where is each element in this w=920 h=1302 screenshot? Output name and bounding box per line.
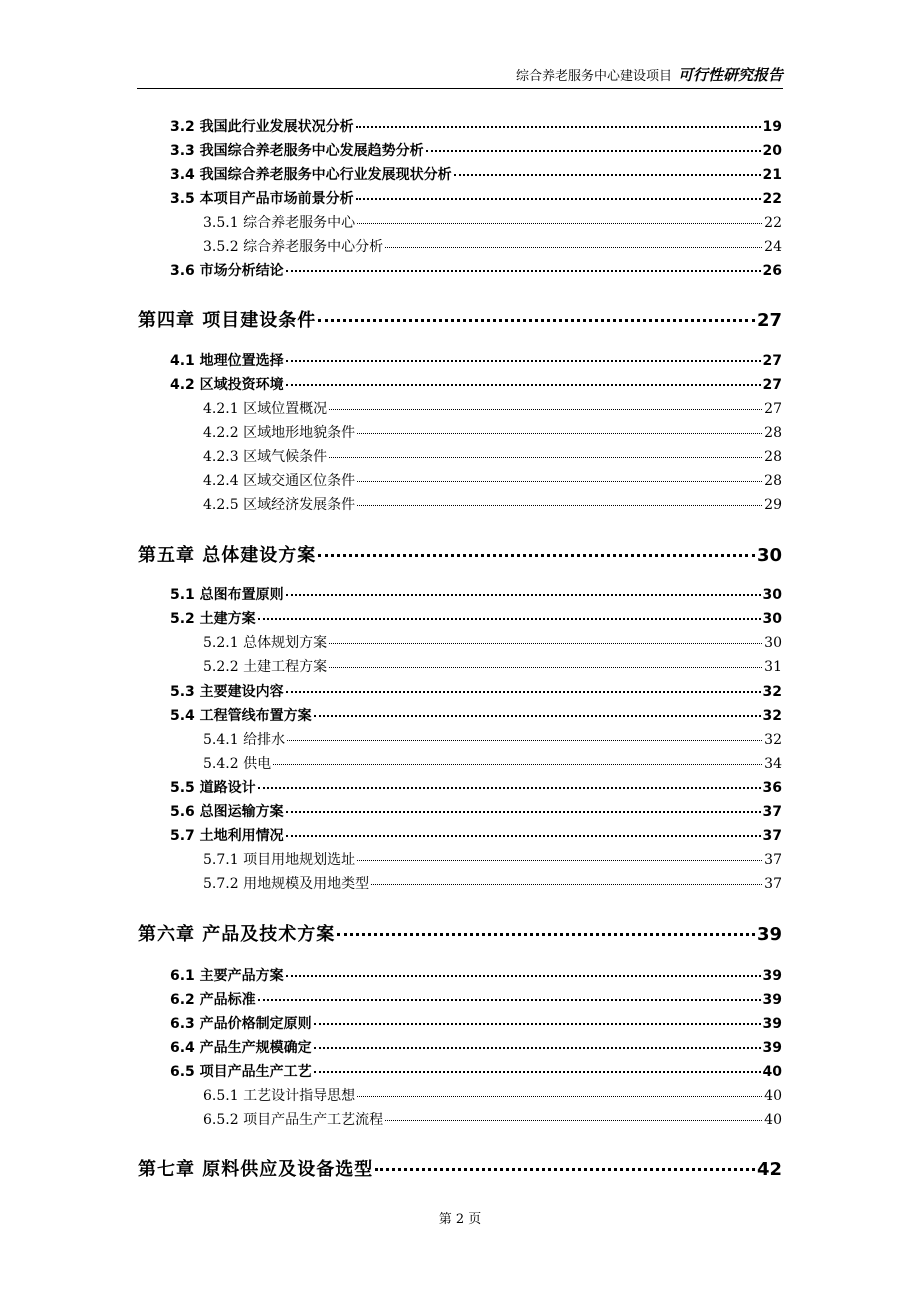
toc-entry[interactable] [170,116,782,136]
dot-leader [286,384,761,386]
toc-entry-label: 6.4 产品生产规模确定 [170,1040,312,1056]
dot-leader [357,860,762,861]
toc-entry-label: 4.2.4 区域交通区位条件 [203,473,356,489]
toc-entry-label: 5.2.2 土建工程方案 [203,659,328,675]
toc-entry-page: 19 [762,119,782,135]
toc-entry-page: 29 [764,497,782,513]
toc-entry-label: 4.2.1 区域位置概况 [203,401,328,417]
toc-entry-label: 5.1 总图布置原则 [170,587,284,603]
toc-entry-label: 5.7 土地利用情况 [170,828,284,844]
toc-entry-label: 第五章 总体建设方案 [138,545,317,566]
toc-entry[interactable] [170,608,782,628]
dot-leader [357,481,762,482]
toc-entry-label: 5.4.2 供电 [203,756,272,772]
toc-entry[interactable] [203,494,782,514]
toc-entry-label: 5.2 土建方案 [170,611,256,627]
toc-entry-label: 5.6 总图运输方案 [170,804,284,820]
toc-entry-page: 26 [762,263,782,279]
toc-entry-page: 37 [762,828,782,844]
dot-leader [329,409,762,410]
toc-entry-page: 28 [764,473,782,489]
dot-leader [356,126,761,128]
toc-entry-label: 3.5 本项目产品市场前景分析 [170,191,354,207]
page-header [137,64,783,89]
toc-entry[interactable] [203,849,782,869]
toc-entry-page: 40 [764,1112,782,1128]
dot-leader [329,457,762,458]
toc-entry[interactable] [203,873,782,893]
dot-leader [375,1168,755,1171]
dot-leader [314,715,761,717]
toc-entry[interactable] [203,1085,782,1105]
dot-leader [286,811,761,813]
toc-entry-page: 28 [764,449,782,465]
toc-entry-label: 6.5 项目产品生产工艺 [170,1064,312,1080]
dot-leader [314,1047,761,1049]
toc-entry-label: 5.4.1 给排水 [203,732,286,748]
toc-entry[interactable] [203,422,782,442]
toc-entry-label: 6.5.1 工艺设计指导思想 [203,1088,356,1104]
dot-leader [371,884,762,885]
toc-entry[interactable] [170,1013,782,1033]
toc-entry[interactable] [203,470,782,490]
toc-entry[interactable] [170,140,782,160]
toc-entry[interactable] [170,374,782,394]
dot-leader [357,505,762,506]
toc-entry[interactable] [170,164,782,184]
toc-entry-page: 42 [756,1159,782,1180]
dot-leader [357,223,762,224]
toc-entry-page: 30 [764,635,782,651]
toc-entry-label: 5.2.1 总体规划方案 [203,635,328,651]
toc-entry-page: 37 [764,852,782,868]
toc-entry[interactable] [203,398,782,418]
toc-entry-label: 第七章 原料供应及设备选型 [138,1159,374,1180]
dot-leader [286,360,761,362]
toc-entry[interactable] [170,989,782,1009]
toc-entry-label: 4.2.5 区域经济发展条件 [203,497,356,513]
toc-entry-page: 27 [764,401,782,417]
toc-entry-label: 5.7.2 用地规模及用地类型 [203,876,370,892]
toc-entry[interactable] [203,632,782,652]
toc-entry-page: 28 [764,425,782,441]
toc-entry-label: 3.2 我国此行业发展状况分析 [170,119,354,135]
toc-entry-page: 37 [764,876,782,892]
dot-leader [329,643,762,644]
toc-entry[interactable] [170,260,782,280]
toc-entry[interactable] [170,1061,782,1081]
toc-entry-label: 4.2.2 区域地形地貌条件 [203,425,356,441]
toc-entry-page: 37 [762,804,782,820]
toc-entry[interactable] [203,729,782,749]
dot-leader [258,787,761,789]
toc-entry[interactable] [170,705,782,725]
toc-entry-page: 39 [756,924,782,945]
dot-leader [286,835,761,837]
toc-entry-label: 第四章 项目建设条件 [138,310,317,331]
toc-entry[interactable] [170,825,782,845]
toc-entry-page: 40 [764,1088,782,1104]
dot-leader [337,933,755,936]
toc-entry-label: 6.3 产品价格制定原则 [170,1016,312,1032]
toc-chapter-entry[interactable] [138,541,782,567]
toc-entry[interactable] [203,212,782,232]
header-report-title: 可行性研究报告 [677,66,783,84]
page-number: 第 2 页 [438,1212,482,1227]
dot-leader [287,740,762,741]
toc-entry-label: 6.5.2 项目产品生产工艺流程 [203,1112,384,1128]
toc-entry[interactable] [170,801,782,821]
toc-entry-page: 27 [762,377,782,393]
dot-leader [329,667,762,668]
header-project-title: 综合养老服务中心建设项目 [515,69,672,84]
toc-entry-page: 36 [762,780,782,796]
toc-entry[interactable] [170,584,782,604]
toc-entry-label: 4.2 区域投资环境 [170,377,284,393]
toc-entry[interactable] [170,965,782,985]
toc-entry-page: 39 [762,1016,782,1032]
toc-entry-page: 32 [762,708,782,724]
toc-chapter-entry[interactable] [138,920,782,946]
toc-entry[interactable] [170,777,782,797]
toc-entry-page: 21 [762,167,782,183]
toc-entry[interactable] [170,350,782,370]
toc-entry-page: 32 [762,684,782,700]
dot-leader [357,433,762,434]
toc-entry-page: 31 [764,659,782,675]
toc-entry-page: 30 [762,611,782,627]
toc-entry-page: 20 [762,143,782,159]
dot-leader [286,270,761,272]
toc-entry-page: 27 [762,353,782,369]
dot-leader [314,1071,761,1073]
toc-entry-label: 5.4 工程管线布置方案 [170,708,312,724]
toc-entry-label: 3.5.1 综合养老服务中心 [203,215,356,231]
toc-entry-page: 30 [762,587,782,603]
toc-chapter-entry[interactable] [138,1155,782,1181]
toc-entry-label: 5.3 主要建设内容 [170,684,284,700]
dot-leader [286,975,761,977]
toc-entry-page: 22 [764,215,782,231]
toc-entry-label: 3.3 我国综合养老服务中心发展趋势分析 [170,143,424,159]
toc-entry[interactable] [203,1109,782,1129]
toc-entry-label: 4.2.3 区域气候条件 [203,449,328,465]
dot-leader [286,594,761,596]
toc-entry-page: 22 [762,191,782,207]
toc-entry-page: 39 [762,992,782,1008]
toc-entry-page: 40 [762,1064,782,1080]
dot-leader [385,247,762,248]
toc-entry-label: 4.1 地理位置选择 [170,353,284,369]
dot-leader [314,1023,761,1025]
dot-leader [385,1120,762,1121]
toc-entry-label: 3.6 市场分析结论 [170,263,284,279]
dot-leader [357,1096,762,1097]
dot-leader [258,618,761,620]
toc-entry-page: 39 [762,968,782,984]
toc-entry-label: 第六章 产品及技术方案 [138,924,336,945]
toc-entry[interactable] [203,446,782,466]
toc-entry-page: 30 [756,545,782,566]
toc-entry-label: 5.7.1 项目用地规划选址 [203,852,356,868]
dot-leader [286,691,761,693]
dot-leader [258,999,761,1001]
dot-leader [318,319,755,322]
toc-entry-label: 6.1 主要产品方案 [170,968,284,984]
toc-entry[interactable] [203,753,782,773]
dot-leader [273,764,762,765]
dot-leader [318,554,755,557]
toc-entry[interactable] [170,681,782,701]
toc-entry-page: 27 [756,310,782,331]
toc-entry-page: 39 [762,1040,782,1056]
toc-entry[interactable] [203,236,782,256]
toc-entry[interactable] [203,656,782,676]
toc-entry-label: 6.2 产品标准 [170,992,256,1008]
toc-entry[interactable] [170,1037,782,1057]
toc-entry[interactable] [170,188,782,208]
toc-entry-page: 32 [764,732,782,748]
dot-leader [454,174,761,176]
toc-entry-page: 24 [764,239,782,255]
toc-entry-label: 3.5.2 综合养老服务中心分析 [203,239,384,255]
dot-leader [426,150,761,152]
toc-entry-label: 5.5 道路设计 [170,780,256,796]
toc-chapter-entry[interactable] [138,306,782,332]
dot-leader [356,198,761,200]
toc-entry-label: 3.4 我国综合养老服务中心行业发展现状分析 [170,167,452,183]
toc-entry-page: 34 [764,756,782,772]
